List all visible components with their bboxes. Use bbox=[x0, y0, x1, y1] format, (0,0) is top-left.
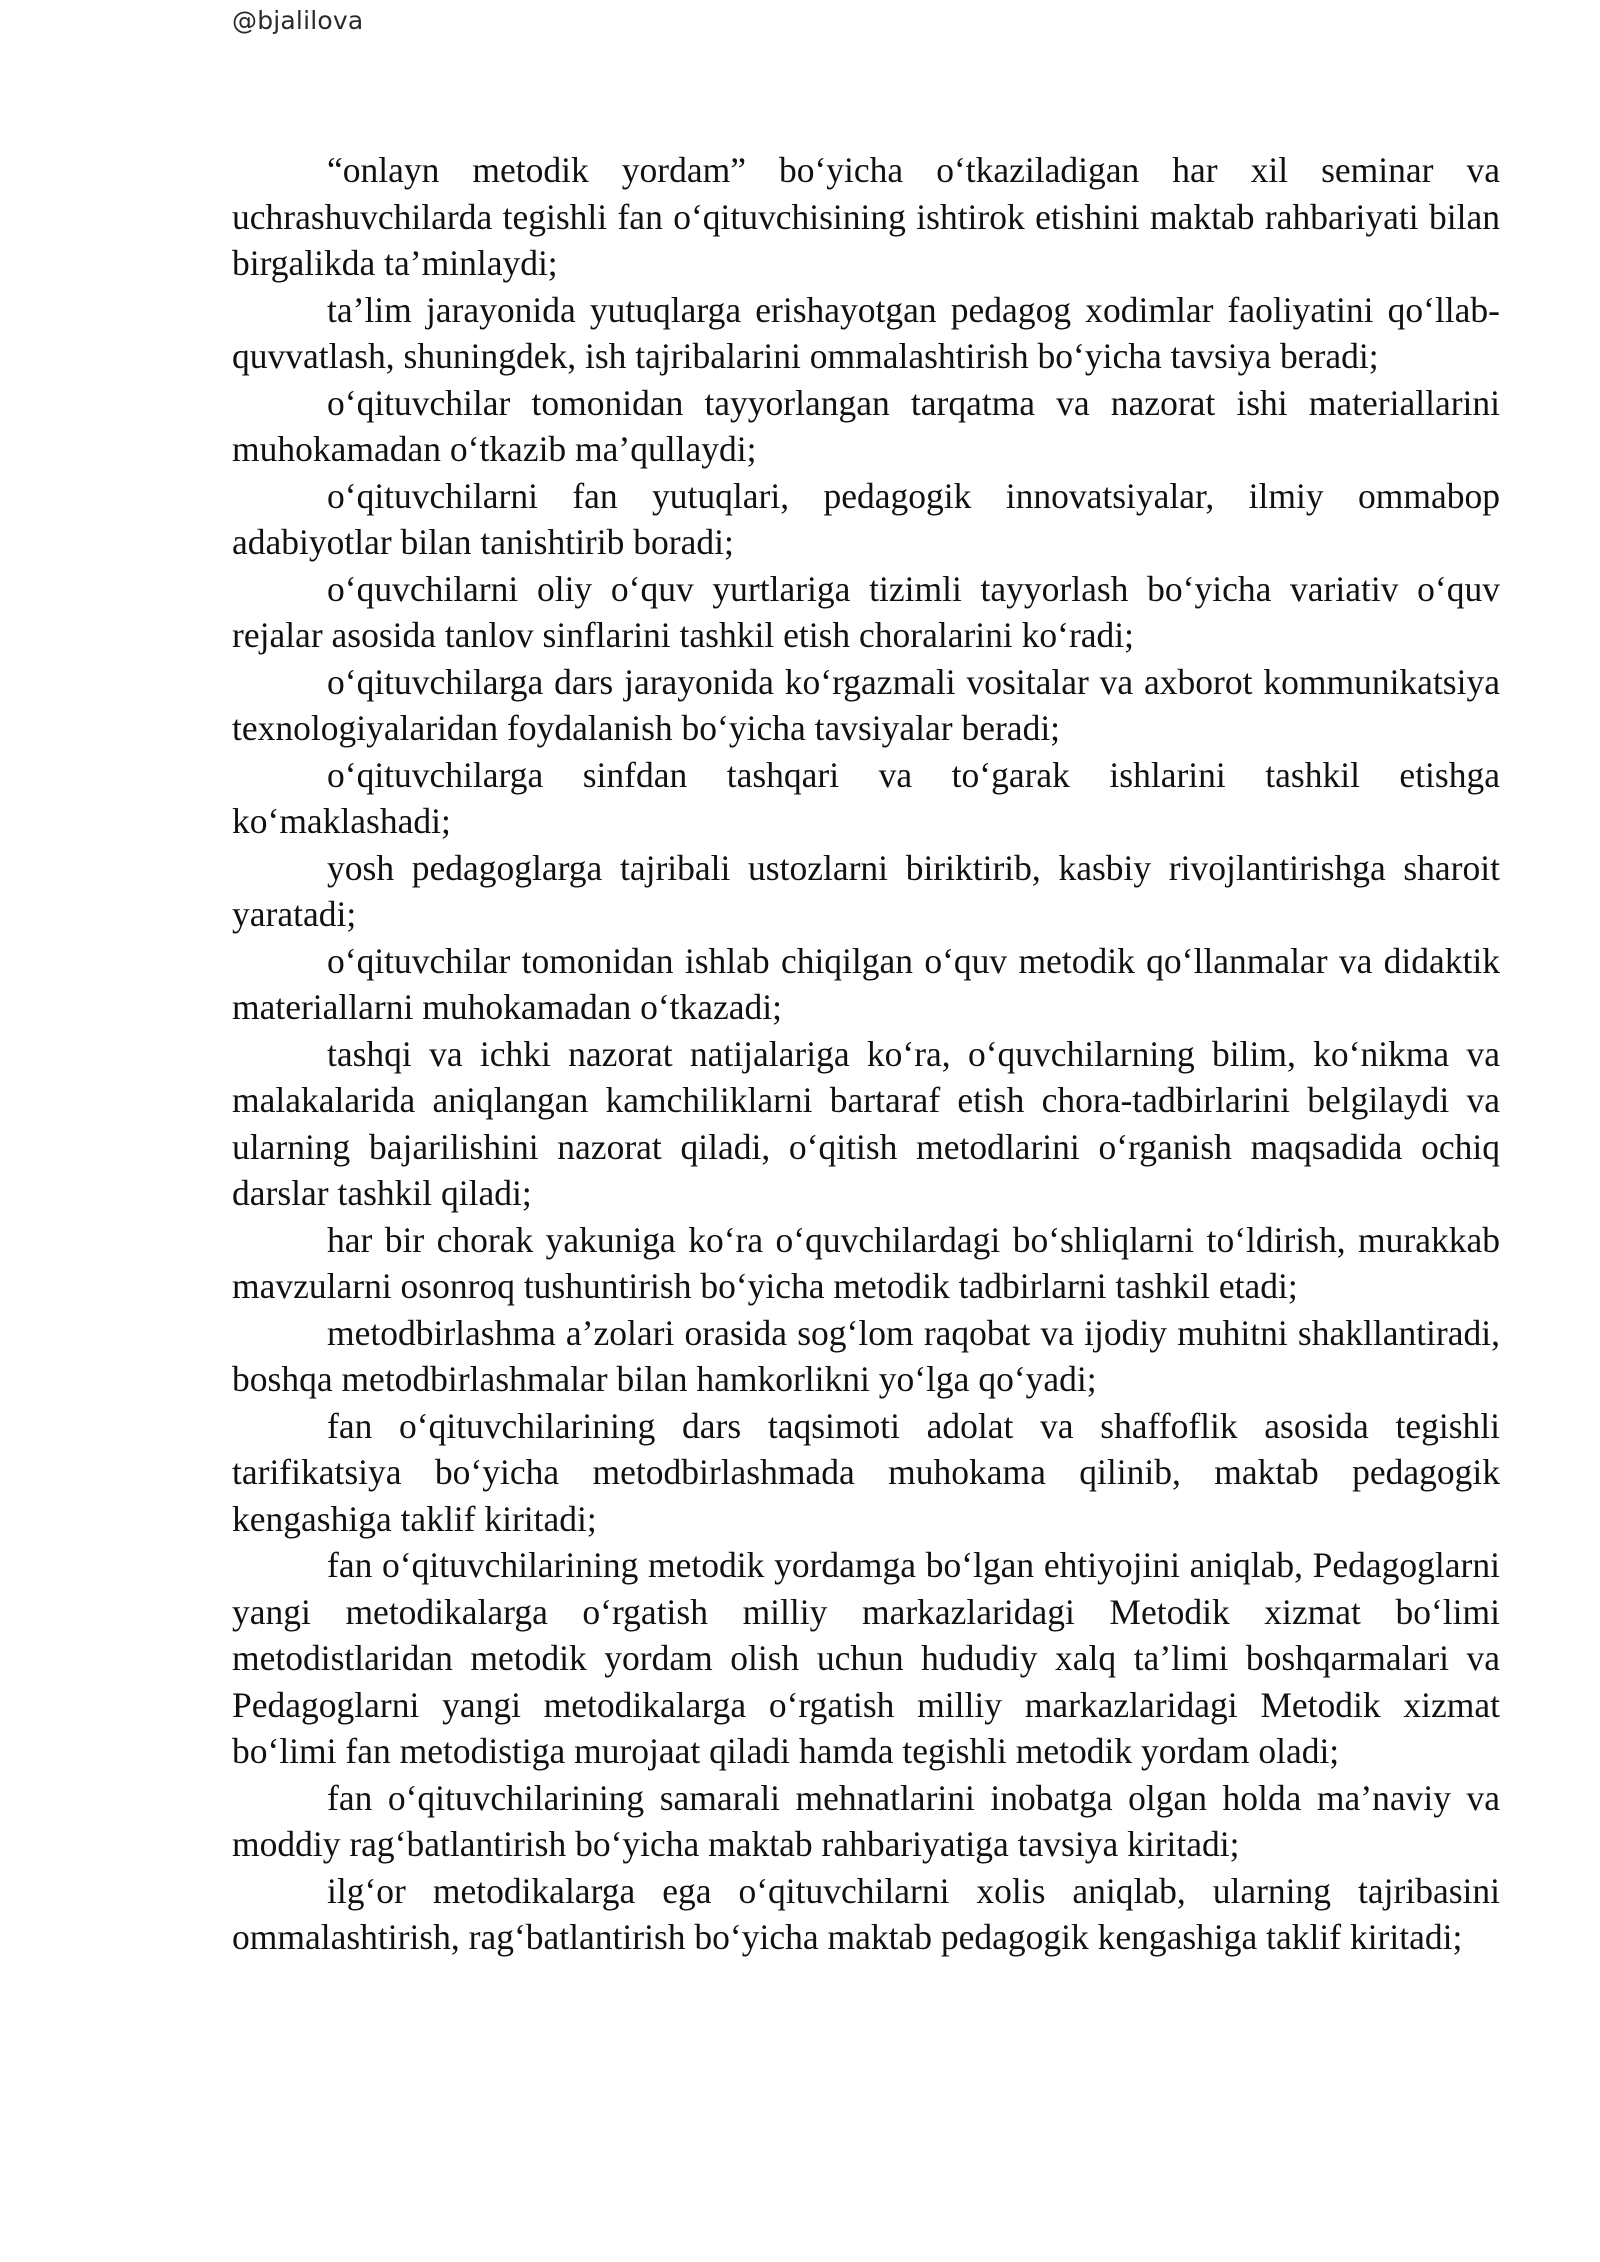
watermark-handle: @bjalilova bbox=[232, 6, 364, 35]
paragraph: o‘qituvchilarni fan yutuqlari, pedagogik innovatsiyalar, ilmiy ommabop adabiyotlar bilan tanishtirib boradi; bbox=[232, 475, 1500, 562]
paragraph: “onlayn metodik yordam” bo‘yicha o‘tkaziladigan har xil seminar va uchrashuvchilarda tegishli fan o‘qituvchisining ishtirok etishini maktab rahbariyati bilan birgalikda ta’minlaydi; bbox=[232, 150, 1500, 283]
paragraph: o‘qituvchilar tomonidan ishlab chiqilgan o‘quv metodik qo‘llanmalar va didaktik materiallarni muhokamadan o‘tkazadi; bbox=[232, 940, 1500, 1027]
paragraph: o‘qituvchilarga sinfdan tashqari va to‘garak ishlarini tashkil etishga ko‘maklashadi; bbox=[232, 754, 1500, 841]
paragraph: har bir chorak yakuniga ko‘ra o‘quvchilardagi bo‘shliqlarni to‘ldirish, murakkab mavzularni osonroq tushuntirish bo‘yicha metodik tadbirlarni tashkil etadi; bbox=[232, 1219, 1500, 1306]
paragraph: fan o‘qituvchilarining samarali mehnatlarini inobatga olgan holda ma’naviy va moddiy rag‘batlantirish bo‘yicha maktab rahbariyatiga tavsiya kiritadi; bbox=[232, 1777, 1500, 1864]
paragraph: ta’lim jarayonida yutuqlarga erishayotgan pedagog xodimlar faoliyatini qo‘llab-quvvatlash, shuningdek, ish tajribalarini ommalashtirish bo‘yicha tavsiya beradi; bbox=[232, 289, 1500, 376]
paragraph: o‘quvchilarni oliy o‘quv yurtlariga tizimli tayyorlash bo‘yicha variativ o‘quv rejalar asosida tanlov sinflarini tashkil etish choralarini ko‘radi; bbox=[232, 568, 1500, 655]
paragraph: fan o‘qituvchilarining metodik yordamga bo‘lgan ehtiyojini aniqlab, Pedagoglarni yangi metodikalarga o‘rgatish milliy markazlaridagi Metodik xizmat bo‘limi metodistlaridan metodik yordam olish uchun hududiy xalq ta’limi boshqarmalari va Pedagoglarni yangi metodikalarga o‘rgatish milliy markazlaridagi Metodik xizmat bo‘limi fan metodistiga murojaat qiladi hamda tegishli metodik yordam oladi; bbox=[232, 1545, 1500, 1771]
paragraph: ilg‘or metodikalarga ega o‘qituvchilarni xolis aniqlab, ularning tajribasini ommalashtirish, rag‘batlantirish bo‘yicha maktab pedagogik kengashiga taklif kiritadi; bbox=[232, 1870, 1500, 1957]
paragraph: o‘qituvchilarga dars jarayonida ko‘rgazmali vositalar va axborot kommunikatsiya texnologiyalaridan foydalanish bo‘yicha tavsiyalar beradi; bbox=[232, 661, 1500, 748]
paragraph: metodbirlashma a’zolari orasida sog‘lom raqobat va ijodiy muhitni shakllantiradi, boshqa metodbirlashmalar bilan hamkorlikni yo‘lga qo‘yadi; bbox=[232, 1312, 1500, 1399]
paragraph: fan o‘qituvchilarining dars taqsimoti adolat va shaffoflik asosida tegishli tarifikatsiya bo‘yicha metodbirlashmada muhokama qilinib, maktab pedagogik kengashiga taklif kiritadi; bbox=[232, 1405, 1500, 1539]
paragraph: o‘qituvchilar tomonidan tayyorlangan tarqatma va nazorat ishi materiallarini muhokamadan o‘tkazib ma’qullaydi; bbox=[232, 382, 1500, 469]
paragraph: tashqi va ichki nazorat natijalariga ko‘ra, o‘quvchilarning bilim, ko‘nikma va malakalarida aniqlangan kamchiliklarni bartaraf etish chora-tadbirlarini belgilaydi va ularning bajarilishini nazorat qiladi, o‘qitish metodlarini o‘rganish maqsadida ochiq darslar tashkil qiladi; bbox=[232, 1033, 1500, 1213]
document-body bbox=[232, 147, 1500, 1961]
paragraph: yosh pedagoglarga tajribali ustozlarni biriktirib, kasbiy rivojlantirishga sharoit yaratadi; bbox=[232, 847, 1500, 934]
